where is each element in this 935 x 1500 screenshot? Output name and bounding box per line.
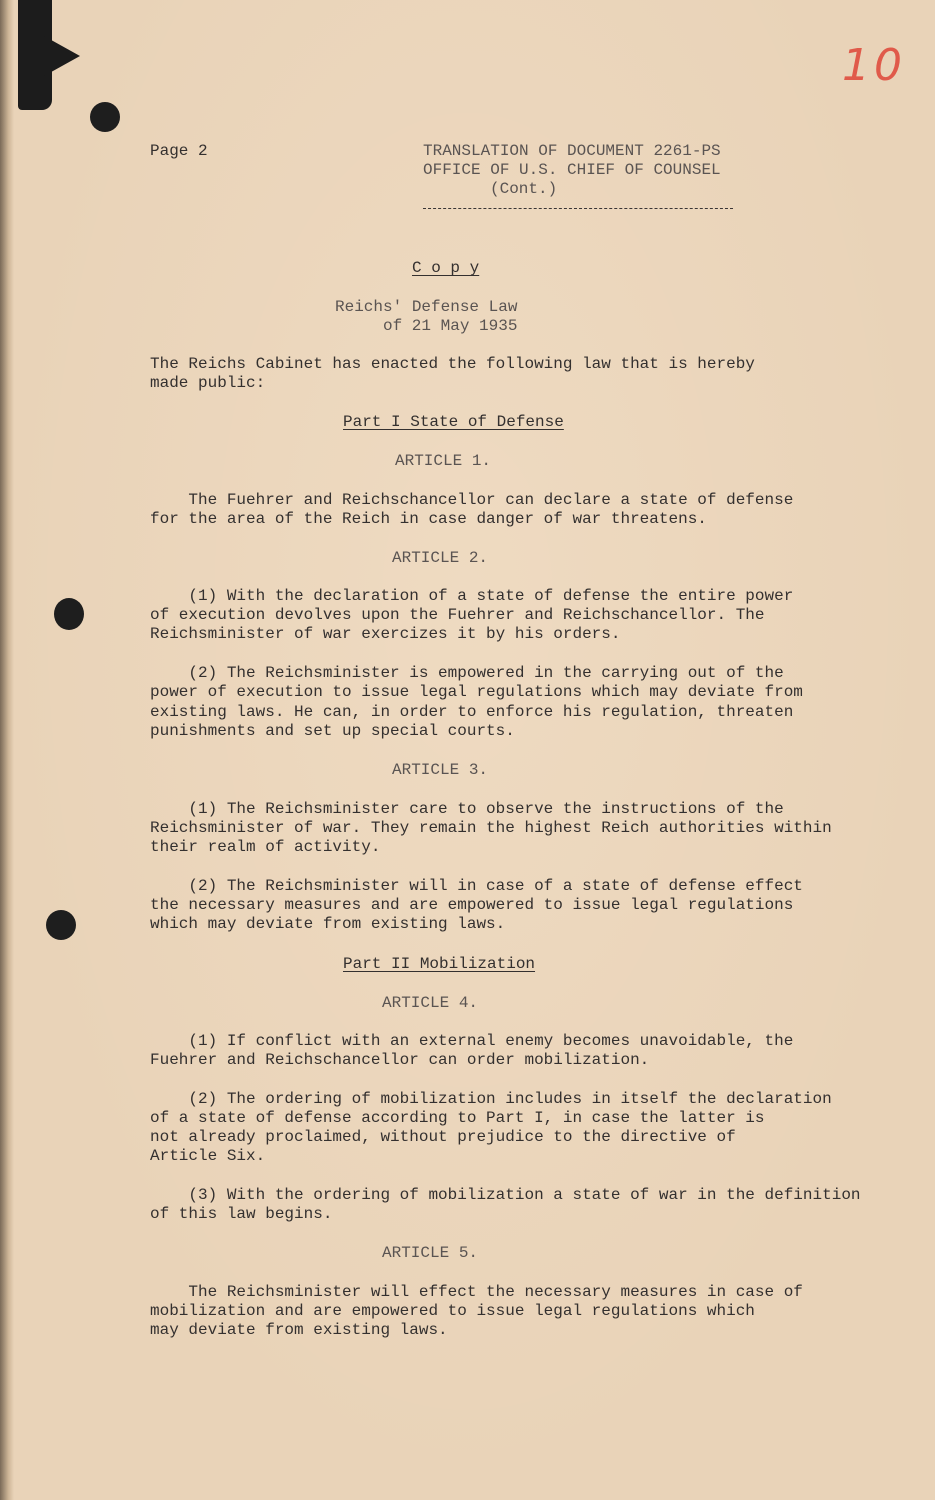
punch-hole-top [90,102,120,132]
article-line: (1) The Reichsminister care to observe the instructions of the [150,800,784,818]
page-number: Page 2 [150,142,208,160]
article-heading: ARTICLE 3. [392,761,489,779]
article-heading: ARTICLE 5. [382,1244,479,1262]
header-rule [423,208,733,209]
header-line-2: OFFICE OF U.S. CHIEF OF COUNSEL [423,161,721,179]
copy-label: C o p y [412,259,480,277]
article-heading: ARTICLE 2. [392,549,489,567]
article-line: (3) With the ordering of mobilization a state of war in the definition [150,1186,861,1204]
article-line: mobilization and are empowered to issue legal regulations which [150,1302,755,1320]
header-line-1: TRANSLATION OF DOCUMENT 2261-PS [423,142,721,160]
article-line: existing laws. He can, in order to enforce his regulation, threaten [150,703,794,721]
article-line: the necessary measures and are empowered to issue legal regulations [150,896,794,914]
article-line: not already proclaimed, without prejudice to the directive of [150,1128,736,1146]
article-line: The Fuehrer and Reichschancellor can declare a state of defense [150,491,794,509]
page-edge-shadow [0,0,14,1500]
article-line: of this law begins. [150,1205,333,1223]
preamble-line: The Reichs Cabinet has enacted the following law that is hereby [150,355,755,373]
header-line-3: (Cont.) [490,180,558,198]
article-line: (2) The ordering of mobilization includes in itself the declaration [150,1090,832,1108]
article-line: Reichsminister of war. They remain the highest Reich authorities within [150,819,832,837]
article-line: Reichsminister of war exercizes it by his orders. [150,625,621,643]
law-title-line-1: Reichs' Defense Law [335,298,518,316]
article-line: may deviate from existing laws. [150,1321,448,1339]
article-line: their realm of activity. [150,838,381,856]
article-line: of a state of defense according to Part I, in case the latter is [150,1109,765,1127]
article-line: (2) The Reichsminister is empowered in the carrying out of the [150,664,784,682]
preamble-line: made public: [150,374,266,392]
punch-hole-middle [54,598,84,630]
article-line: which may deviate from existing laws. [150,915,506,933]
binder-clip-notch [44,36,80,76]
article-line: Fuehrer and Reichschancellor can order mobilization. [150,1051,650,1069]
article-line: of execution devolves upon the Fuehrer and Reichschancellor. The [150,606,765,624]
punch-hole-bottom [46,910,76,940]
article-heading: ARTICLE 4. [382,994,479,1012]
article-line: (1) With the declaration of a state of defense the entire power [150,587,794,605]
part-heading: Part I State of Defense [343,413,564,431]
folio-number: 10 [842,40,906,91]
article-line: The Reichsminister will effect the necessary measures in case of [150,1283,803,1301]
part-heading: Part II Mobilization [343,955,536,973]
article-line: (2) The Reichsminister will in case of a state of defense effect [150,877,803,895]
law-title-line-2: of 21 May 1935 [383,317,518,335]
article-line: (1) If conflict with an external enemy becomes unavoidable, the [150,1032,794,1050]
article-heading: ARTICLE 1. [395,452,492,470]
article-line: punishments and set up special courts. [150,722,515,740]
article-line: Article Six. [150,1147,266,1165]
article-line: for the area of the Reich in case danger of war threatens. [150,510,707,528]
article-line: power of execution to issue legal regulations which may deviate from [150,683,803,701]
